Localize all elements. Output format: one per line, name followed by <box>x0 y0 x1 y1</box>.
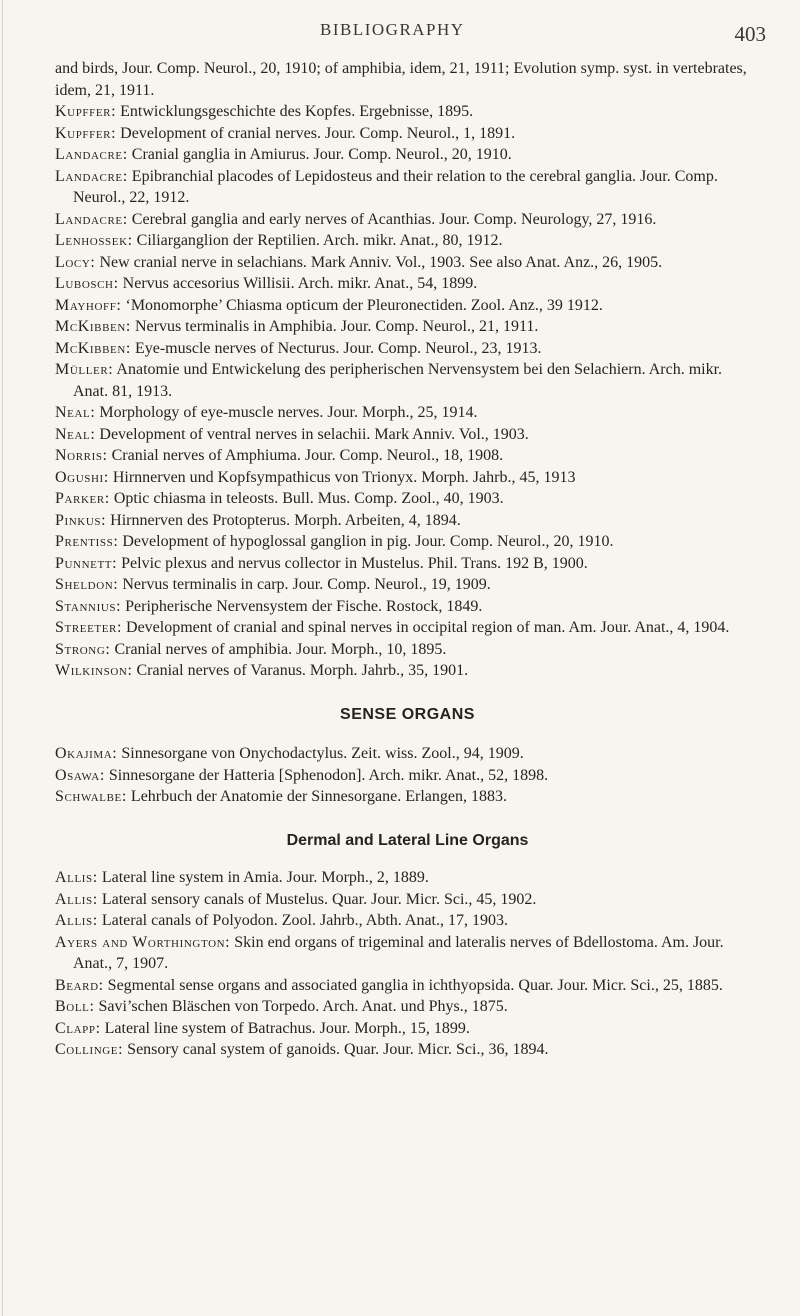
reference-entry <box>55 867 760 889</box>
reference-text: Cranial nerves of Amphiuma. Jour. Comp. Neurol., 18, 1908. <box>107 447 504 464</box>
reference-entry <box>55 488 760 510</box>
reference-entry <box>55 975 760 997</box>
reference-author: Boll: <box>55 998 95 1015</box>
reference-text: Nervus terminalis in Amphibia. Jour. Comp. Neurol., 21, 1911. <box>130 318 539 335</box>
reference-text: Lateral sensory canals of Mustelus. Quar. Jour. Micr. Sci., 45, 1902. <box>97 890 537 908</box>
reference-author: Wilkinson: <box>55 662 133 679</box>
reference-author: Müller: <box>55 361 114 378</box>
reference-entry <box>55 932 760 975</box>
reference-author: Landacre: <box>55 210 128 228</box>
reference-entry <box>55 252 760 274</box>
reference-author: McKibben: <box>55 318 131 335</box>
reference-entry <box>55 359 760 402</box>
reference-author: Pinkus: <box>55 511 107 529</box>
reference-entry <box>55 273 760 295</box>
reference-author: Kupffer: <box>55 124 117 142</box>
reference-entry <box>55 316 760 338</box>
reference-entry <box>55 230 760 252</box>
reference-entry <box>55 424 760 446</box>
reference-entry <box>55 510 760 532</box>
reference-entry <box>55 889 760 911</box>
reference-text: Sensory canal system of ganoids. Quar. Jour. Micr. Sci., 36, 1894. <box>123 1041 549 1058</box>
reference-author: Locy: <box>55 253 96 271</box>
reference-entry <box>55 1018 760 1040</box>
reference-author: Parker: <box>55 490 110 507</box>
reference-author: Landacre: <box>55 167 128 185</box>
reference-author: Landacre: <box>55 146 128 163</box>
reference-text: Ciliarganglion der Reptilien. Arch. mikr. Anat., 80, 1912. <box>132 232 503 249</box>
reference-author: McKibben: <box>55 339 131 357</box>
reference-text: Hirnnerven und Kopfsympathicus von Trionyx. Morph. Jahrb., 45, 1913 <box>108 468 576 486</box>
reference-author: Collinge: <box>55 1041 124 1058</box>
reference-text: Epibranchial placodes of Lepidosteus and their relation to the cerebral ganglia. Jour. Comp. Neurol., 22, 1912. <box>73 167 718 206</box>
reference-text: Development of ventral nerves in selachii. Mark Anniv. Vol., 1903. <box>95 425 529 443</box>
page-edge-line <box>2 0 3 1316</box>
reference-author: Osawa: <box>55 766 105 784</box>
reference-text: Savi’schen Bläschen von Torpedo. Arch. Anat. und Phys., 1875. <box>94 998 508 1015</box>
reference-author: Prentiss: <box>55 533 119 550</box>
reference-author: Clapp: <box>55 1019 101 1037</box>
reference-entry <box>55 209 760 231</box>
reference-text: Nervus terminalis in carp. Jour. Comp. Neurol., 19, 1909. <box>118 576 491 593</box>
reference-author: Mayhoff: <box>55 296 122 314</box>
section-title-dermal-lateral-line: Dermal and Lateral Line Organs <box>286 831 529 849</box>
reference-text: Development of hypoglossal ganglion in pig. Jour. Comp. Neurol., 20, 1910. <box>118 533 614 550</box>
section-title-sense-organs: SENSE ORGANS <box>340 705 475 723</box>
reference-author: Ogushi: <box>55 468 109 486</box>
reference-text: Lateral line system in Amia. Jour. Morph., 2, 1889. <box>97 869 429 886</box>
continued-entry: and birds, Jour. Comp. Neurol., 20, 1910; of amphibia, idem, 21, 1911; Evolution symp. syst. in vertebrates, idem, 21, 1911. <box>55 60 747 99</box>
reference-text: Peripherische Nervensystem der Fische. Rostock, 1849. <box>121 597 483 615</box>
reference-entry <box>55 166 760 209</box>
reference-text: Cranial nerves of amphibia. Jour. Morph., 10, 1895. <box>110 640 447 658</box>
reference-entry <box>55 910 760 932</box>
reference-author: Lenhossek: <box>55 232 133 249</box>
reference-entry <box>55 553 760 575</box>
page-number: 403 <box>734 22 766 46</box>
reference-author: Lubosch: <box>55 275 119 292</box>
reference-text: Cranial ganglia in Amiurus. Jour. Comp. Neurol., 20, 1910. <box>127 146 512 163</box>
reference-entry <box>55 786 760 808</box>
reference-entry <box>55 660 760 682</box>
reference-text: Lehrbuch der Anatomie der Sinnesorgane. Erlangen, 1883. <box>126 788 507 805</box>
reference-entry <box>55 617 760 639</box>
reference-entry <box>55 574 760 596</box>
reference-author: Okajima: <box>55 745 118 762</box>
reference-author: Beard: <box>55 976 104 994</box>
reference-author: Allis: <box>55 869 98 886</box>
sense-organs-references <box>55 743 760 808</box>
reference-author: Neal: <box>55 425 96 443</box>
reference-text: Entwicklungsgeschichte des Kopfes. Ergebnisse, 1895. <box>116 103 474 120</box>
reference-text: Development of cranial nerves. Jour. Comp. Neurol., 1, 1891. <box>116 124 516 142</box>
reference-author: Allis: <box>55 912 98 929</box>
reference-text: Segmental sense organs and associated ganglia in ichthyopsida. Quar. Jour. Micr. Sci., 25, 1885. <box>103 976 723 994</box>
reference-entry <box>55 531 760 553</box>
reference-author: Strong: <box>55 640 111 658</box>
reference-author: Allis: <box>55 890 98 908</box>
reference-text: Morphology of eye-muscle nerves. Jour. Morph., 25, 1914. <box>95 404 478 421</box>
reference-text: Optic chiasma in teleosts. Bull. Mus. Comp. Zool., 40, 1903. <box>109 490 504 507</box>
reference-text: Lateral canals of Polyodon. Zool. Jahrb., Abth. Anat., 17, 1903. <box>97 912 508 929</box>
reference-entry <box>55 338 760 360</box>
reference-text: Pelvic plexus and nervus collector in Mustelus. Phil. Trans. 192 B, 1900. <box>117 554 588 572</box>
reference-author: Schwalbe: <box>55 788 127 805</box>
reference-text: ‘Monomorphe’ Chiasma opticum der Pleuronectiden. Zool. Anz., 39 1912. <box>121 296 603 314</box>
reference-text: Sinnesorgane von Onychodactylus. Zeit. wiss. Zool., 94, 1909. <box>117 745 524 762</box>
reference-text: Anatomie und Entwickelung des peripherischen Nervensystem bei den Selachiern. Arch. mikr. Anat. 81, 1913. <box>73 361 723 400</box>
reference-text: Cerebral ganglia and early nerves of Acanthias. Jour. Comp. Neurology, 27, 1916. <box>127 210 657 228</box>
reference-entry <box>55 123 760 145</box>
reference-entry <box>55 467 760 489</box>
reference-author: Norris: <box>55 447 108 464</box>
reference-author: Sheldon: <box>55 576 119 593</box>
reference-author: Streeter: <box>55 619 123 636</box>
reference-author: Punnett: <box>55 554 118 572</box>
reference-entry <box>55 101 760 123</box>
reference-entry <box>55 765 760 787</box>
reference-entry <box>55 996 760 1018</box>
running-head: BIBLIOGRAPHY <box>320 20 465 39</box>
reference-entry <box>55 295 760 317</box>
reference-entry <box>55 402 760 424</box>
reference-entry <box>55 639 760 661</box>
reference-entry <box>55 743 760 765</box>
reference-author: Kupffer: <box>55 103 117 120</box>
reference-author: Stannius: <box>55 597 122 615</box>
reference-entry <box>55 144 760 166</box>
reference-text: Hirnnerven des Protopterus. Morph. Arbeiten, 4, 1894. <box>106 511 461 529</box>
reference-text: Development of cranial and spinal nerves in occipital region of man. Am. Jour. Anat., 4, 1904. <box>122 619 730 636</box>
nervous-system-references <box>55 101 760 682</box>
reference-text: Nervus accesorius Willisii. Arch. mikr. Anat., 54, 1899. <box>118 275 478 292</box>
bibliography-content <box>55 58 760 1061</box>
reference-text: Eye-muscle nerves of Necturus. Jour. Comp. Neurol., 23, 1913. <box>130 339 542 357</box>
reference-text: Cranial nerves of Varanus. Morph. Jahrb., 35, 1901. <box>132 662 469 679</box>
reference-entry <box>55 596 760 618</box>
dermal-lateral-line-references <box>55 867 760 1061</box>
reference-text: Skin end organs of trigeminal and lateralis nerves of Bdellostoma. Am. Jour. Anat., 7, 1907. <box>73 933 724 972</box>
reference-text: Sinnesorgane der Hatteria [Sphenodon]. Arch. mikr. Anat., 52, 1898. <box>104 766 549 784</box>
reference-text: Lateral line system of Batrachus. Jour. Morph., 15, 1899. <box>100 1019 470 1037</box>
page-header <box>0 18 800 58</box>
reference-author: Neal: <box>55 404 96 421</box>
reference-entry <box>55 1039 760 1061</box>
reference-text: New cranial nerve in selachians. Mark Anniv. Vol., 1903. See also Anat. Anz., 26, 1905. <box>95 253 663 271</box>
reference-entry <box>55 445 760 467</box>
reference-author: Ayers and Worthington: <box>55 933 231 951</box>
